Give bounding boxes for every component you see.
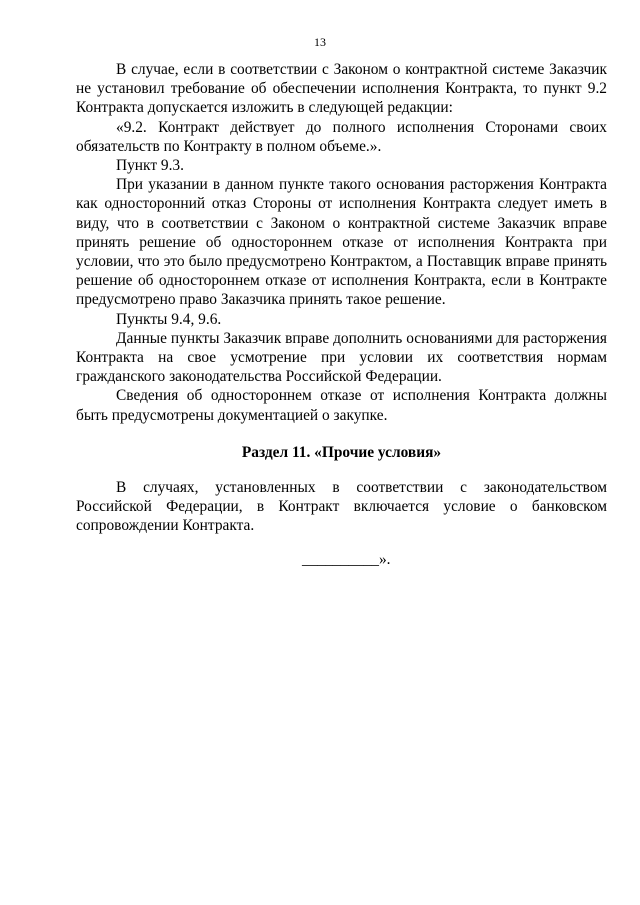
paragraph-clauses-9-4-9-6-text: Данные пункты Заказчик вправе дополнить основаниями для расторжения Контракта на свое усмотрение при условии их соответствия нормам гражданского законодательства Российской Федерации. [76, 329, 607, 386]
paragraph-clause-9-3-text: При указании в данном пункте такого основания расторжения Контракта как односторонний отказ Стороны от исполнения Контракта следует иметь в виду, что в соответствии с Законом о контрактной системе Заказчик вправе принять решение об одностороннем отказе от исполнения Контракта при условии, что это было предусмотрено Контрактом, а Поставщик вправе принять решение об одностороннем отказе от исполнения Контракта, если в Контракте предусмотрено право Заказчика принять такое решение. [76, 176, 607, 309]
paragraph-clauses-9-4-9-6-label: Пункты 9.4, 9.6. [116, 310, 222, 328]
paragraph-clause-9-2: «9.2. Контракт действует до полного исполнения Сторонами своих обязательств по Контракту в полном объеме.». [76, 118, 607, 155]
paragraph-clause-9-3-label: Пункт 9.3. [116, 157, 184, 175]
paragraph-guarantee-clause: В случае, если в соответствии с Законом о контрактной системе Заказчик не установил требование об обеспечении исполнения Контракта, то пункт 9.2 Контракта допускается изложить в следующей редакции: [76, 61, 607, 117]
section-heading: Раздел 11. «Прочие условия» [241, 443, 442, 461]
closing-mark: __________». [302, 551, 391, 568]
document-body [76, 60, 607, 536]
paragraph-unilateral-refusal: Сведения об одностороннем отказе от исполнения Контракта должны быть предусмотрены документацией о закупке. [76, 387, 607, 424]
paragraph-bank-support: В случаях, установленных в соответствии с законодательством Российской Федерации, в Контракт включается условие о банковском сопровождении Контракта. [76, 479, 607, 535]
page-number: 13 [314, 35, 326, 49]
